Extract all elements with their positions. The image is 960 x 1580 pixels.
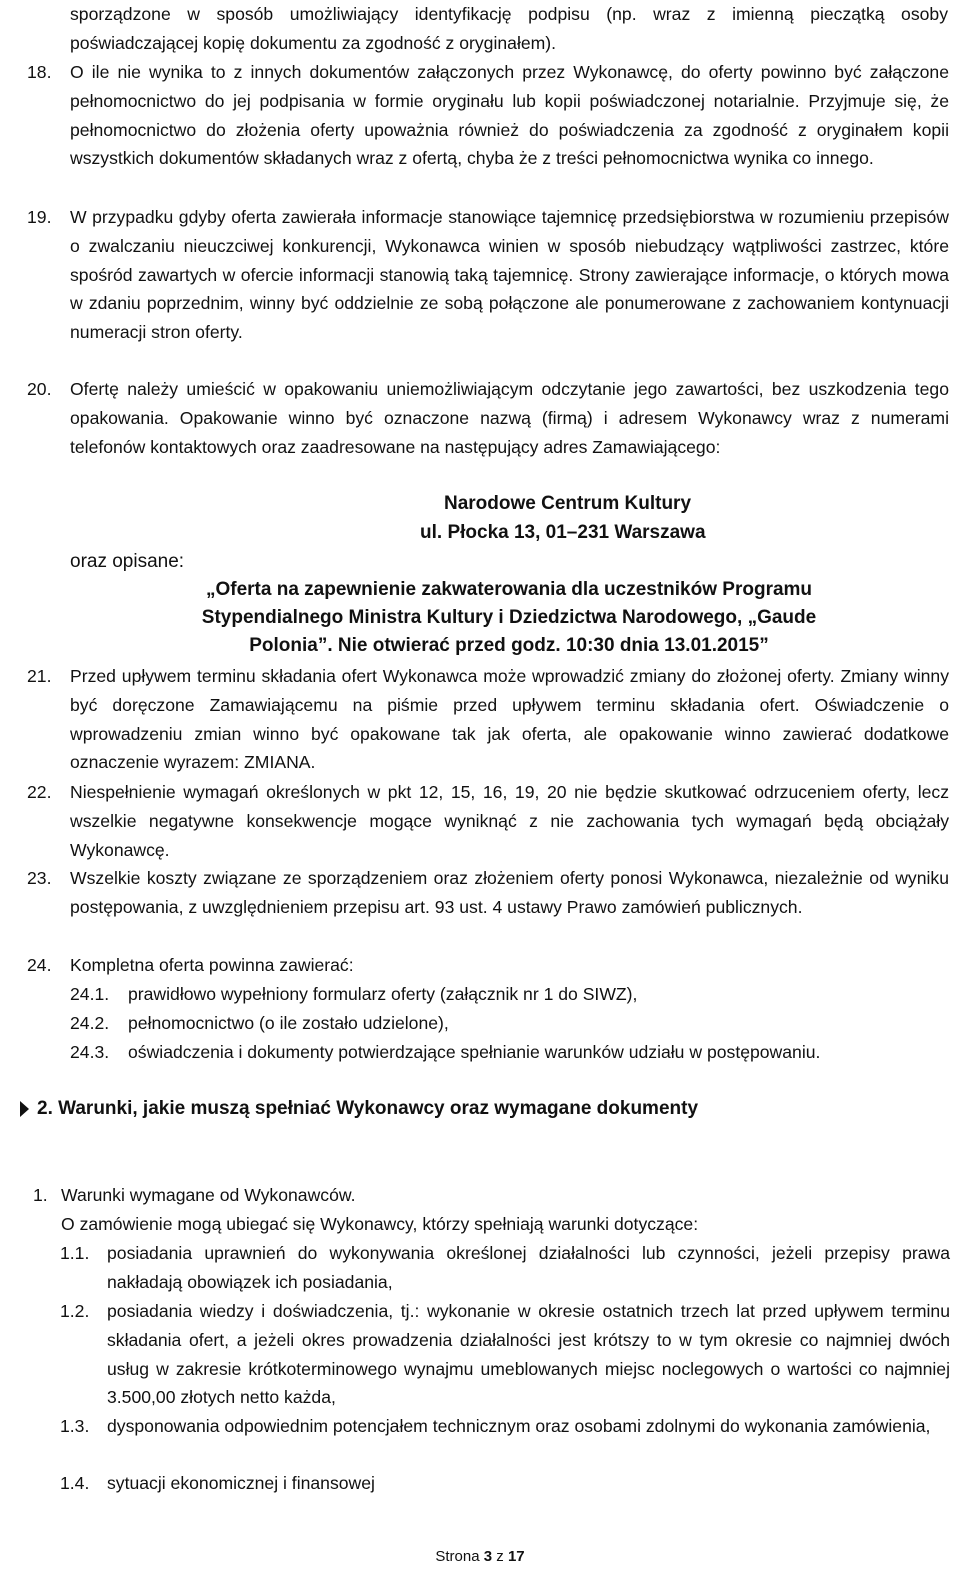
s2-sub-item-1-3 [60, 1412, 950, 1441]
sub-item-text: sytuacji ekonomicznej i finansowej [107, 1473, 375, 1493]
list-item-23 [27, 864, 949, 922]
sub-item-number: 1.1. [60, 1243, 90, 1263]
item-number: 24. [27, 955, 52, 975]
item-text: W przypadku gdyby oferta zawierała informacje stanowiące tajemnicę przedsiębiorstwa w rozumieniu przepisów o zwalczaniu nieuczciwej konkurencji, Wykonawca winien w sposób niebudzący wątpliwości zastrzec, które spośród zawartych w ofercie informacji stanowią taką tajemnicę. Strony zawierające informacje, o których mowa w zdaniu poprzednim, winny być oddzielnie ze sobą połączone ale ponumerowane z zachowaniem kontynuacji numeracji stron oferty. [70, 207, 949, 343]
item-text: Niespełnienie wymagań określonych w pkt 12, 15, 16, 19, 20 nie będzie skutkować odrzuceniem oferty, lecz wszelkie negatywne konsekwencje mogące wyniknąć z nie zachowania tych wymagań będą obciążały Wykonawcę. [70, 782, 949, 860]
item-number: 19. [27, 207, 52, 227]
item-text: Warunki wymagane od Wykonawców. [61, 1185, 356, 1205]
list-item-22 [27, 778, 949, 864]
paragraph-continuation: sporządzone w sposób umożliwiający identyfikację podpisu (np. wraz z imienną pieczątką osoby poświadczającej kopię dokumentu za zgodność z oryginałem). [70, 4, 948, 53]
item-number: 20. [27, 379, 52, 399]
list-item-18 [27, 58, 949, 173]
footer-page-total: 17 [507, 1548, 525, 1565]
sub-item-24-2 [70, 1009, 950, 1038]
section-2-heading [32, 1095, 698, 1123]
sub-item-number: 1.2. [60, 1301, 90, 1321]
address-name: Narodowe Centrum Kultury [444, 493, 692, 514]
item-text: O ile nie wynika to z innych dokumentów załączonych przez Wykonawcę, do oferty powinno być załączone pełnomocnictwo do jej podpisania w formie oryginału lub kopii poświadczonej notarialnie. Przyjmuje się, że pełnomocnictwo do złożenia oferty upoważnia również do poświadczenia za zgodność z oryginałem kopii wszystkich dokumentów składanych wraz z ofertą, chyba że z treści pełnomocnictwa wynika co innego. [70, 62, 949, 169]
item-text: Przed upływem terminu składania ofert Wykonawca może wprowadzić zmiany do złożonej oferty. Zmiany winny być doręczone Zamawiającemu na piśmie przed upływem terminu składania ofert. Oświadczenie o wprowadzeniu zmian winno być opakowane tak jak oferta, ale opakowanie winno zawierać dodatkowe oznaczenie wyrazem: ZMIANA. [70, 666, 949, 773]
item-number: 23. [27, 868, 52, 888]
bullet-arrow-icon [20, 1101, 29, 1117]
sub-item-text: posiadania wiedzy i doświadczenia, tj.: wykonanie w okresie ostatnich trzech lat przed upływem terminu składania ofert, a jeżeli okres prowadzenia działalności jest krótszy to w tym okresie co najmniej dwóch usług w zakresie krótkoterminowego wynajmu umeblowanych miejsc noclegowych o wartości co najmniej 3.500,00 złotych netto każda, [107, 1301, 950, 1408]
sub-item-number: 1.3. [60, 1416, 90, 1436]
footer-separator: z [496, 1548, 504, 1565]
sub-item-text: pełnomocnictwo (o ile zostało udzielone), [128, 1013, 449, 1033]
s2-sub-item-1-1 [60, 1239, 950, 1297]
offer-label-line2: Stypendialnego Ministra Kultury i Dziedzictwa Narodowego, „Gaude [201, 607, 817, 628]
item-text: Wszelkie koszty związane ze sporządzeniem oraz złożeniem oferty ponosi Wykonawca, niezależnie od wyniku postępowania, z uwzględnieniem przepisu art. 93 ust. 4 ustawy Prawo zamówień publicznych. [70, 868, 949, 917]
s2-list-item-1 [33, 1181, 949, 1210]
item-text: Kompletna oferta powinna zawierać: [70, 955, 354, 975]
item-number: 21. [27, 666, 52, 686]
item-text: Ofertę należy umieścić w opakowaniu uniemożliwiającym odczytanie jego zawartości, bez uszkodzenia tego opakowania. Opakowanie winno być oznaczone nazwą (firmą) i adresem Wykonawcy wraz z numerami telefonów kontaktowych oraz zaadresowane na następujący adres Zamawiającego: [70, 379, 949, 457]
sub-item-number: 24.2. [70, 1013, 110, 1033]
list-item-20 [27, 375, 949, 461]
footer-prefix: Strona [435, 1548, 480, 1565]
footer-page-number: 3 [483, 1548, 493, 1565]
page-footer [0, 1547, 960, 1567]
sub-item-text: posiadania uprawnień do wykonywania określonej działalności lub czynności, jeżeli przepisy prawa nakładają obowiązek ich posiadania, [107, 1243, 950, 1292]
offer-label-line3: Polonia”. Nie otwierać przed godz. 10:30 dnia 13.01.2015” [249, 635, 769, 656]
address-street: ul. Płocka 13, 01–231 Warszawa [420, 522, 706, 543]
label-opisane: oraz opisane: [70, 551, 185, 572]
item-number: 18. [27, 62, 52, 82]
s2-sub-item-1-4 [60, 1469, 950, 1498]
sub-item-24-3 [70, 1038, 950, 1067]
list-item-24 [27, 951, 949, 980]
list-item-21 [27, 662, 949, 777]
list-item-19 [27, 203, 949, 347]
s2-intro: O zamówienie mogą ubiegać się Wykonawcy, którzy spełniają warunki dotyczące: [61, 1214, 699, 1234]
sub-item-number: 24.3. [70, 1042, 110, 1062]
item-number: 1. [33, 1185, 48, 1205]
s2-sub-item-1-2 [60, 1297, 950, 1412]
sub-item-24-1 [70, 980, 950, 1009]
sub-item-number: 24.1. [70, 984, 110, 1004]
sub-item-number: 1.4. [60, 1473, 90, 1493]
sub-item-text: dysponowania odpowiednim potencjałem technicznym oraz osobami zdolnymi do wykonania zamówienia, [107, 1416, 931, 1436]
sub-item-text: oświadczenia i dokumenty potwierdzające spełnianie warunków udziału w postępowaniu. [128, 1042, 821, 1062]
sub-item-text: prawidłowo wypełniony formularz oferty (załącznik nr 1 do SIWZ), [128, 984, 638, 1004]
section-2-title: 2. Warunki, jakie muszą spełniać Wykonawcy oraz wymagane dokumenty [37, 1098, 699, 1119]
item-number: 22. [27, 782, 52, 802]
offer-label-line1: „Oferta na zapewnienie zakwaterowania dla uczestników Programu [205, 579, 813, 600]
